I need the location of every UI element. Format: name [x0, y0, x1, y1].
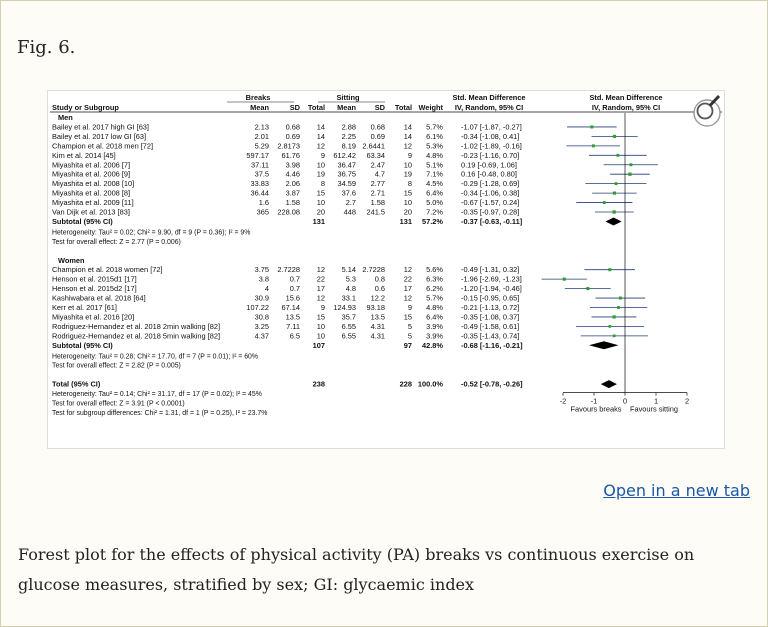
breaks-sd: 6.5 [289, 331, 300, 341]
sitting-mean: 448 [343, 207, 356, 217]
sitting-mean: 34.59 [337, 179, 356, 189]
header-smd: Std. Mean Difference [452, 93, 526, 102]
breaks-total: 8 [320, 179, 325, 189]
breaks-mean: 37.11 [251, 160, 269, 170]
breaks-mean: 30.8 [254, 312, 269, 322]
total-overall-effect-text: Test for overall effect: Z = 3.91 (P < 0.0001) [52, 400, 185, 408]
overall-effect-text: Test for overall effect: Z = 2.77 (P = 0.006) [52, 238, 181, 246]
effect-square [615, 182, 618, 185]
study-smd-ci: -0.34 [-1.08, 0.41] [461, 131, 520, 141]
sitting-mean: 5.14 [341, 265, 356, 275]
sitting-total: 10 [403, 160, 412, 170]
breaks-mean: 33.83 [250, 179, 269, 189]
subgroup-differences-text: Test for subgroup differences: Chi² = 1.31, df = 1 (P = 0.25), I² = 23.7% [52, 409, 268, 417]
x-tick-label: 1 [653, 396, 659, 406]
study-name: Rodriguez-Hernandez et al. 2018 5min walking [82] [52, 331, 221, 341]
sitting-total: 12 [403, 293, 412, 303]
sitting-mean: 124.93 [333, 303, 356, 312]
study-name: Miyashita et al. 2008 [8] [52, 188, 131, 198]
subtotal-diamond [589, 341, 618, 349]
sitting-total: 8 [407, 179, 412, 189]
study-smd-ci: -0.49 [-1.58, 0.61] [461, 321, 520, 331]
sitting-mean: 5.3 [345, 274, 356, 284]
study-name: Miyashita et al. 2006 [7] [52, 160, 131, 170]
breaks-mean: 3.25 [254, 321, 269, 331]
sitting-sd: 2.71 [370, 188, 385, 198]
study-weight: 7.1% [426, 169, 443, 179]
study-smd-ci: -1.96 [-2.69, -1.23] [461, 274, 522, 284]
sitting-mean: 612.42 [333, 150, 356, 160]
open-in-new-tab-link[interactable]: Open in a new tab [603, 481, 750, 500]
breaks-total: 12 [316, 265, 325, 275]
study-smd-ci: -1.20 [-1.94, -0.46] [461, 284, 522, 294]
forest-plot-image [47, 90, 725, 449]
sitting-total: 10 [403, 198, 412, 208]
study-name: Van Dijk et al. 2013 [83] [52, 207, 130, 217]
sitting-sd: 2.7228 [362, 265, 385, 275]
study-weight: 5.7% [426, 293, 443, 303]
effect-square [613, 135, 616, 138]
sitting-mean: 6.55 [341, 331, 356, 341]
study-smd-ci: -0.15 [-0.95, 0.65] [461, 293, 520, 303]
effect-square [608, 268, 611, 271]
breaks-total: 10 [316, 160, 325, 170]
sitting-sd: 0.6 [374, 284, 385, 294]
study-weight: 6.4% [426, 188, 443, 198]
subtotal-weight: 57.2% [422, 216, 443, 226]
sitting-total: 20 [403, 207, 412, 217]
sitting-sd: 241.5 [366, 207, 385, 217]
breaks-total: 131 [312, 216, 325, 226]
x-tick-label: 0 [622, 396, 628, 406]
breaks-total: 15 [316, 312, 325, 322]
breaks-mean: 2.01 [254, 131, 269, 141]
heterogeneity-text: Heterogeneity: Tau² = 0.02; Chi² = 9.90, df = 9 (P = 0.36); I² = 9% [52, 229, 251, 237]
subtotal-smd-ci: -0.37 [-0.63, -0.11] [461, 216, 523, 226]
breaks-total: 20 [316, 207, 325, 217]
breaks-mean: 1.6 [258, 198, 269, 208]
subtotal-smd-ci: -0.68 [-1.16, -0.21] [461, 340, 523, 350]
study-weight: 5.0% [426, 198, 443, 208]
breaks-sd: 61.76 [281, 150, 300, 160]
breaks-total: 10 [316, 321, 325, 331]
header-mean2: Mean [337, 103, 356, 112]
zoom-icon[interactable] [694, 96, 720, 126]
study-name: Miyashita et al. 2008 [10] [52, 179, 135, 189]
total-diamond [601, 380, 617, 388]
x-tick-label: -1 [590, 396, 598, 406]
breaks-sd: 0.69 [285, 131, 300, 141]
study-weight: 4.8% [426, 303, 443, 312]
subtotal-label: Subtotal (95% CI) [52, 216, 113, 226]
subtotal-label: Subtotal (95% CI) [52, 340, 113, 350]
study-weight: 6.3% [426, 274, 443, 284]
study-name: Henson et al. 2015d2 [17] [52, 284, 137, 294]
breaks-total: 107 [312, 340, 325, 350]
breaks-sd: 0.7 [289, 284, 300, 294]
favours-sitting-label: Favours sitting [629, 404, 679, 414]
sitting-sd: 1.58 [370, 198, 385, 208]
breaks-total: 12 [316, 141, 325, 151]
header-study: Study or Subgroup [52, 103, 119, 112]
breaks-mean: 2.13 [254, 122, 269, 132]
sitting-sd: 93.18 [366, 303, 385, 312]
overall-effect-text: Test for overall effect: Z = 2.82 (P = 0.005) [52, 362, 181, 370]
sitting-sd: 0.68 [370, 122, 385, 132]
total-weight: 100.0% [417, 379, 443, 389]
effect-square [608, 325, 611, 328]
header-total1: Total [307, 103, 325, 112]
study-name: Miyashita et al. 2016 [20] [52, 312, 135, 322]
favours-breaks-label: Favours breaks [570, 404, 622, 414]
breaks-sd: 228.08 [277, 207, 300, 217]
effect-square [628, 173, 631, 176]
header-group1: Breaks [245, 93, 271, 102]
breaks-sd: 2.7228 [277, 265, 300, 275]
study-smd-ci: -0.29 [-1.28, 0.69] [461, 179, 520, 189]
effect-square [586, 287, 589, 290]
study-weight: 5.6% [426, 265, 443, 275]
breaks-sd: 15.6 [285, 293, 300, 303]
figure-caption: Forest plot for the effects of physical activity (PA) breaks vs continuous exercise on glucose measures, stratified by sex; GI: glycaemic index [18, 545, 695, 594]
effect-square [613, 334, 616, 337]
sitting-total: 131 [399, 216, 412, 226]
breaks-sd: 0.68 [285, 122, 300, 132]
breaks-sd: 1.58 [285, 198, 300, 208]
effect-square [617, 306, 620, 309]
sitting-mean: 8.19 [341, 141, 356, 151]
breaks-sd: 13.5 [285, 312, 300, 322]
subgroup-heading: Men [58, 113, 73, 122]
breaks-total: 14 [316, 122, 325, 132]
breaks-sd: 3.98 [285, 160, 300, 170]
sitting-total: 228 [399, 379, 412, 389]
sitting-total: 14 [403, 131, 412, 141]
breaks-mean: 107.22 [246, 303, 269, 312]
sitting-sd: 0.69 [370, 131, 385, 141]
breaks-sd: 2.8173 [277, 141, 300, 151]
study-weight: 6.1% [426, 131, 443, 141]
header-smd-plot: Std. Mean Difference [589, 93, 663, 102]
breaks-sd: 67.14 [281, 303, 300, 312]
breaks-sd: 7.11 [286, 321, 300, 331]
study-smd-ci: -0.35 [-0.97, 0.28] [461, 207, 520, 217]
sitting-mean: 6.55 [341, 321, 356, 331]
sitting-total: 15 [403, 188, 412, 198]
sitting-sd: 4.7 [374, 169, 385, 179]
figure-label: Fig. 6. [17, 37, 76, 58]
study-smd-ci: -1.07 [-1.87, -0.27] [461, 122, 522, 132]
heterogeneity-text: Heterogeneity: Tau² = 0.28; Chi² = 17.70, df = 7 (P = 0.01); I² = 60% [52, 353, 259, 361]
sitting-sd: 13.5 [370, 312, 385, 322]
sitting-total: 15 [403, 312, 412, 322]
study-smd-ci: -0.49 [-1.31, 0.32] [461, 265, 520, 275]
subgroup-heading: Women [58, 255, 85, 265]
breaks-sd: 0.7 [289, 274, 300, 284]
study-name: Miyashita et al. 2006 [9] [52, 169, 131, 179]
breaks-mean: 597.17 [246, 150, 269, 160]
effect-square [590, 125, 593, 128]
breaks-mean: 3.75 [254, 265, 269, 275]
breaks-total: 12 [316, 293, 325, 303]
breaks-mean: 3.8 [258, 274, 269, 284]
breaks-total: 15 [316, 188, 325, 198]
sitting-total: 22 [403, 274, 412, 284]
sitting-total: 19 [403, 169, 412, 179]
sitting-mean: 2.88 [341, 122, 356, 132]
sitting-mean: 36.75 [337, 169, 356, 179]
study-weight: 4.8% [426, 150, 443, 160]
study-smd-ci: -0.34 [-1.06, 0.38] [461, 188, 520, 198]
sitting-sd: 12.2 [370, 293, 385, 303]
header-method: IV, Random, 95% CI [454, 103, 524, 112]
effect-square [613, 192, 616, 195]
study-name: Rodriguez-Hernandez et al. 2018 2min walking [82] [52, 321, 221, 331]
breaks-mean: 365 [256, 207, 269, 217]
study-name: Champion et al. 2018 women [72] [52, 265, 163, 275]
sitting-mean: 2.25 [341, 131, 356, 141]
subtotal-diamond [605, 217, 621, 225]
sitting-total: 5 [407, 331, 412, 341]
sitting-total: 9 [407, 303, 412, 312]
study-smd-ci: -0.35 [-1.43, 0.74] [461, 331, 520, 341]
study-smd-ci: -1.02 [-1.89, -0.16] [461, 141, 522, 151]
sitting-total: 12 [403, 141, 412, 151]
sitting-sd: 2.6441 [362, 141, 385, 151]
sitting-mean: 37.6 [341, 188, 356, 198]
study-smd-ci: 0.16 [-0.48, 0.80] [461, 169, 517, 179]
breaks-total: 22 [316, 274, 325, 284]
sitting-total: 9 [407, 150, 412, 160]
breaks-total: 14 [316, 131, 325, 141]
header-sd2: SD [374, 103, 385, 112]
sitting-total: 97 [403, 340, 412, 350]
breaks-total: 238 [312, 379, 325, 389]
study-smd-ci: -0.35 [-1.08, 0.37] [461, 312, 520, 322]
breaks-mean: 36.44 [250, 188, 269, 198]
study-name: Henson et al. 2015d1 [17] [52, 274, 137, 284]
header-group2: Sitting [336, 93, 360, 102]
study-weight: 3.9% [426, 321, 443, 331]
study-smd-ci: 0.19 [-0.69, 1.06] [461, 160, 517, 170]
study-weight: 4.5% [426, 179, 443, 189]
study-smd-ci: -0.23 [-1.16, 0.70] [461, 150, 520, 160]
sitting-mean: 35.7 [341, 312, 356, 322]
breaks-mean: 5.29 [254, 141, 269, 151]
effect-square [613, 315, 616, 318]
effect-square [619, 297, 622, 300]
total-heterogeneity-text: Heterogeneity: Tau² = 0.14; Chi² = 31.17, df = 17 (P = 0.02); I² = 45% [52, 391, 262, 399]
total-smd-ci: -0.52 [-0.78, -0.26] [461, 379, 523, 389]
sitting-mean: 2.7 [345, 198, 356, 208]
study-name: Champion et al. 2018 men [72] [52, 141, 154, 151]
effect-square [592, 144, 595, 147]
breaks-sd: 3.87 [285, 188, 300, 198]
study-name: Kerr et al. 2017 [61] [52, 303, 117, 312]
study-name: Bailey et al. 2017 high GI [63] [52, 122, 149, 132]
breaks-total: 10 [316, 198, 325, 208]
study-weight: 6.4% [426, 312, 443, 322]
effect-square [629, 163, 632, 166]
study-weight: 5.3% [426, 141, 443, 151]
sitting-sd: 0.8 [374, 274, 385, 284]
x-tick-label: -2 [559, 396, 567, 406]
effect-square [616, 154, 619, 157]
breaks-total: 9 [320, 303, 325, 312]
study-smd-ci: -0.21 [-1.13, 0.72] [461, 303, 520, 312]
breaks-sd: 2.06 [285, 179, 300, 189]
sitting-sd: 63.34 [366, 150, 385, 160]
study-name: Miyashita et al. 2009 [11] [52, 198, 134, 208]
breaks-total: 19 [316, 169, 325, 179]
breaks-total: 9 [320, 150, 325, 160]
breaks-mean: 4 [264, 284, 269, 294]
study-weight: 7.2% [426, 207, 443, 217]
effect-square [563, 278, 566, 281]
sitting-sd: 2.47 [370, 160, 385, 170]
sitting-mean: 4.8 [345, 284, 356, 294]
study-weight: 6.2% [426, 284, 443, 294]
breaks-sd: 4.46 [285, 169, 300, 179]
effect-square [603, 201, 606, 204]
forest-plot [48, 91, 724, 448]
total-label: Total (95% CI) [52, 379, 101, 389]
header-total2: Total [394, 103, 412, 112]
subtotal-weight: 42.8% [422, 340, 443, 350]
study-name: Bailey et al. 2017 low GI [63] [52, 131, 147, 141]
sitting-sd: 2.77 [370, 179, 385, 189]
sitting-mean: 33.1 [341, 293, 356, 303]
study-name: Kim et al. 2014 [45] [52, 150, 116, 160]
header-method-plot: IV, Random, 95% CI [591, 103, 661, 112]
breaks-total: 10 [316, 331, 325, 341]
study-weight: 3.9% [426, 331, 443, 341]
breaks-mean: 4.37 [254, 331, 269, 341]
header-weight: Weight [418, 103, 443, 112]
study-smd-ci: -0.67 [-1.57, 0.24] [461, 198, 520, 208]
sitting-total: 5 [407, 321, 412, 331]
sitting-mean: 36.47 [337, 160, 356, 170]
breaks-mean: 37.5 [254, 169, 269, 179]
study-weight: 5.7% [426, 122, 443, 132]
effect-square [613, 210, 616, 213]
sitting-total: 14 [403, 122, 412, 132]
study-weight: 5.1% [426, 160, 443, 170]
breaks-mean: 30.9 [254, 293, 269, 303]
sitting-total: 17 [403, 284, 412, 294]
x-tick-label: 2 [684, 396, 690, 406]
header-sd1: SD [289, 103, 300, 112]
study-name: Kashiwabara et al. 2018 [64] [52, 293, 146, 303]
sitting-sd: 4.31 [370, 321, 385, 331]
sitting-sd: 4.31 [370, 331, 385, 341]
breaks-total: 17 [316, 284, 325, 294]
sitting-total: 12 [403, 265, 412, 275]
header-mean1: Mean [250, 103, 269, 112]
